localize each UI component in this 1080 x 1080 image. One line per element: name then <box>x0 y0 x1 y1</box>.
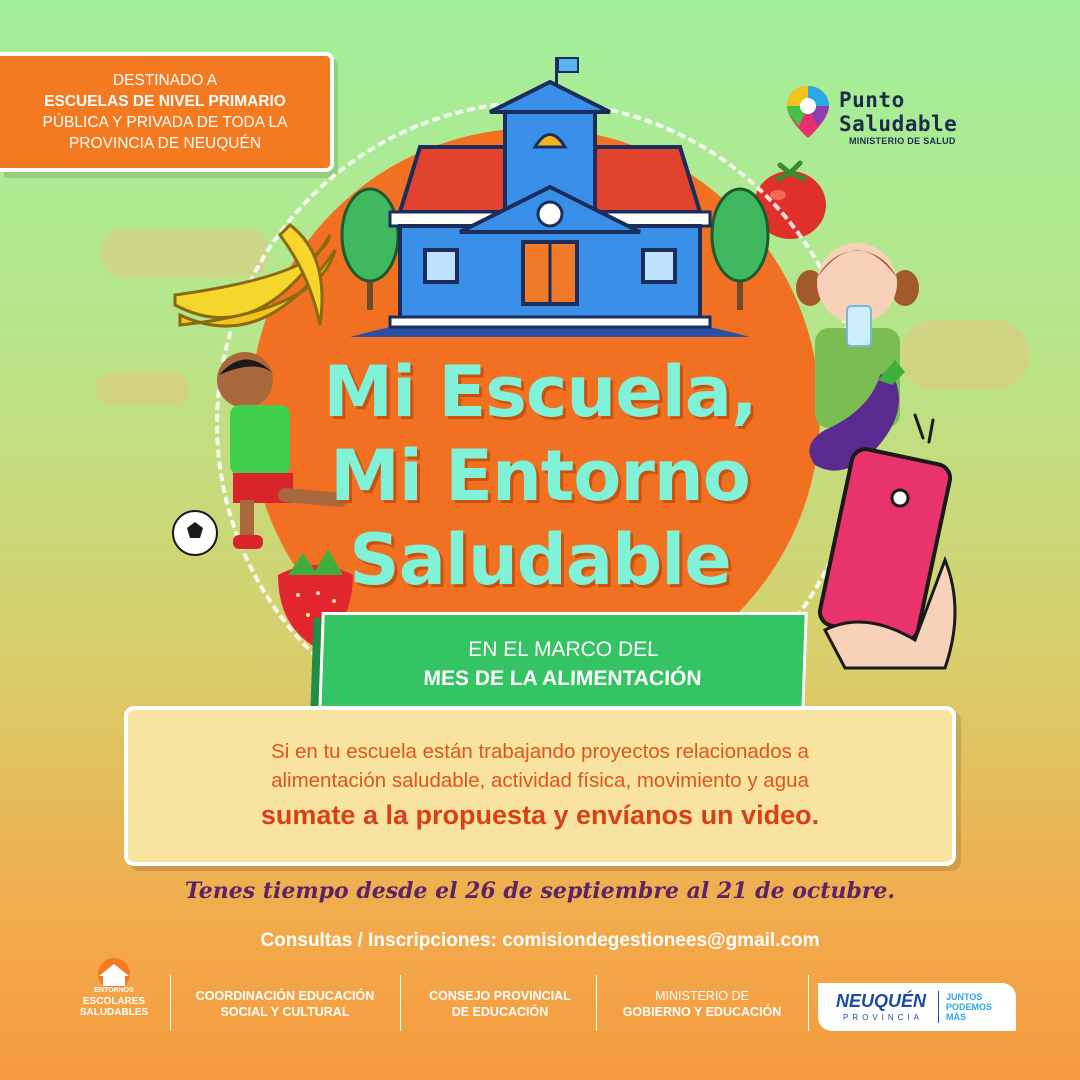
title-line-3: Saludable <box>349 519 731 601</box>
phone-in-hand-illustration <box>805 410 965 670</box>
ministerio-line-1: MINISTERIO DE <box>655 989 749 1003</box>
location-pin-icon <box>785 84 831 140</box>
neuquen-province: PROVINCIA <box>843 1013 924 1022</box>
neuquen-name: NEUQUÉN <box>836 991 927 1011</box>
cloud-left-small <box>95 372 190 404</box>
footer-divider <box>400 975 401 1031</box>
title-line-1: Mi Escuela, <box>323 351 757 433</box>
contact-text: Consultas / Inscripciones: comisiondegestionees@gmail.com <box>260 930 820 951</box>
ees-line-2: ESCOLARES <box>82 996 146 1007</box>
coordinacion-line-2: SOCIAL Y CULTURAL <box>220 1005 350 1019</box>
title-line-2: Mi Entorno <box>330 435 750 517</box>
consejo-line-1: CONSEJO PROVINCIAL <box>429 989 571 1003</box>
soccer-ball-icon <box>170 508 220 558</box>
punto-saludable-logo <box>785 84 1035 154</box>
ministerio-line-2: GOBIERNO Y EDUCACIÓN <box>622 1005 782 1019</box>
ees-line-2-3 <box>66 996 162 1018</box>
target-audience-box <box>0 52 334 172</box>
brand-name: Punto Saludable <box>839 88 958 136</box>
main-title <box>300 350 780 602</box>
entornos-escolares-logo <box>66 956 162 1036</box>
slogan-line-1: JUNTOS <box>946 992 983 1002</box>
school-house-icon <box>89 956 139 988</box>
consejo-label <box>405 988 595 1020</box>
school-illustration <box>340 52 760 352</box>
ees-line-1: ENTORNOS <box>94 987 134 994</box>
footer-divider <box>808 975 809 1031</box>
ministry-name: MINISTERIO DE SALUD <box>849 136 956 146</box>
banner-line-1: EN EL MARCO DEL <box>467 638 660 661</box>
target-line-2: ESCUELAS DE NIVEL PRIMARIO <box>44 93 286 110</box>
target-line-1: DESTINADO A <box>112 72 218 89</box>
neuquen-slogan <box>946 992 992 1022</box>
neuquen-logo <box>818 983 1016 1031</box>
slogan-line-3: MÁS <box>946 1012 966 1022</box>
deadline-text: Tenes tiempo desde el 26 de septiembre al 21 de octubre. <box>184 878 896 904</box>
info-line-2: alimentación saludable, actividad física, movimiento y agua <box>271 769 809 792</box>
consejo-line-2: DE EDUCACIÓN <box>451 1005 549 1019</box>
neuquen-separator <box>938 991 939 1023</box>
target-line-3: PÚBLICA Y PRIVADA DE TODA LA <box>42 114 288 131</box>
ees-line-3: SALUDABLES <box>79 1007 149 1018</box>
coordinacion-label <box>180 988 390 1020</box>
footer-divider <box>170 975 171 1031</box>
banana-illustration <box>170 215 340 355</box>
info-box <box>124 706 956 866</box>
coordinacion-line-1: COORDINACIÓN EDUCACIÓN <box>195 989 375 1003</box>
context-banner <box>318 612 808 716</box>
footer-divider <box>596 975 597 1031</box>
call-to-action: sumate a la propuesta y envíanos un video. <box>260 800 820 830</box>
ministerio-label <box>602 988 802 1020</box>
banner-line-2: MES DE LA ALIMENTACIÓN <box>423 667 702 690</box>
slogan-line-2: PODEMOS <box>946 1002 993 1012</box>
info-line-1: Si en tu escuela están trabajando proyectos relacionados a <box>271 740 809 763</box>
target-line-4: PROVINCIA DE NEUQUÉN <box>68 135 262 152</box>
